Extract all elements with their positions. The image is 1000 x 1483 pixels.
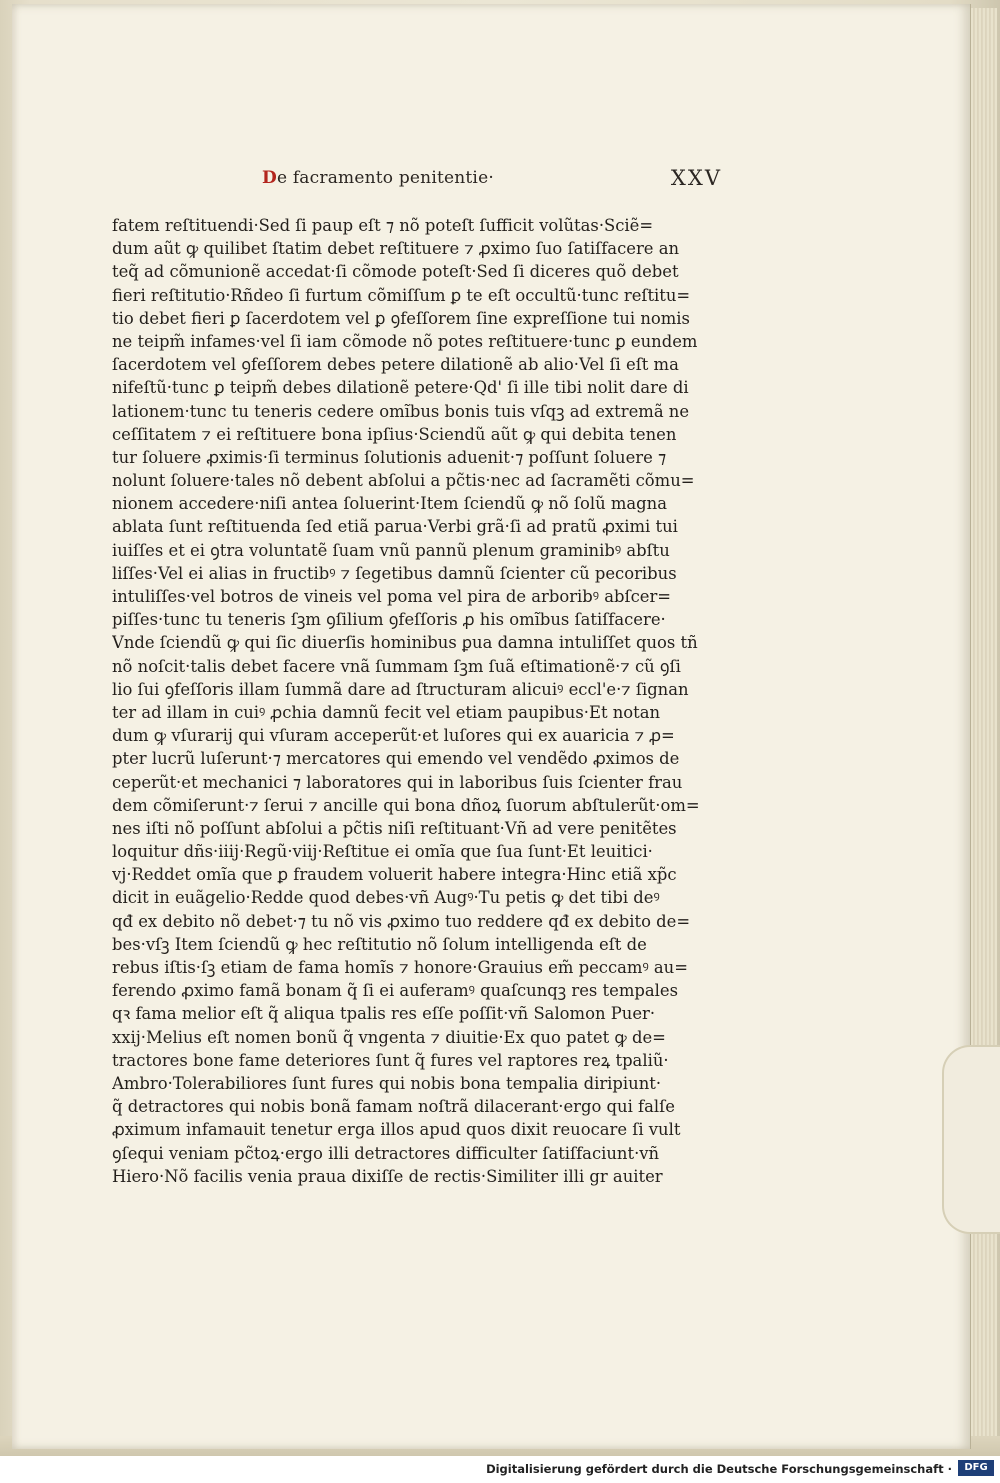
text-line: loquitur dñs·iiij·Regũ·viij·Reſtitue ei omĩa que ſua ſunt·Et leuitici· xyxy=(112,842,653,862)
text-line: Vnde ſciendũ ꝙ qui ſic diuerſis hominibus ꝑua damna intuliſſet quos tñ xyxy=(112,633,698,653)
text-line: ꝯſequi veniam pc̃toꝝ·ergo illi detractores difficulter ſatiſfaciunt·vñ xyxy=(112,1143,660,1163)
text-line: dum aũt ꝙ quilibet ſtatim debet reſtituere ⁊ ꝓximo ſuo ſatiſfacere an xyxy=(112,239,680,259)
text-line: tur ſoluere ꝓximis·ſi terminus ſolutionis aduenit·⁊ poſſunt ſoluere ⁊ xyxy=(112,447,667,467)
text-line: ferendo ꝓximo famã bonam q̃ ſi ei auferamꝰ quaſcunqꝫ res tempales xyxy=(112,981,678,1001)
text-line: nolunt ſoluere·tales nõ debent abſolui a pc̃tis·nec ad ſacramẽti cõmu= xyxy=(112,471,695,491)
text-line: qđ ex debito nõ debet·⁊ tu nõ vis ꝓximo tuo reddere qđ ex debito de= xyxy=(112,911,691,931)
text-line: fatem reſtituendi·Sed ſi paup eſt ⁊ nõ poteſt ſufficit volũtas·Sciẽ= xyxy=(112,216,654,235)
text-line: xxij·Melius eſt nomen bonũ q̃ vngenta ⁊ diuitie·Ex quo patet ꝙ de= xyxy=(112,1027,666,1047)
digitization-footer xyxy=(0,1456,1000,1483)
text-line: q̃ detractores qui nobis bonã famam noſtrã dilacerant·ergo qui falſe xyxy=(112,1097,675,1117)
text-line: vj·Reddet omĩa que ꝑ fraudem voluerit habere integra·Hinc etiã xp̃c xyxy=(112,865,677,885)
text-line: nifeſtũ·tunc ꝑ teipm̃ debes dilationẽ petere·Qd' ſi ille tibi nolit dare di xyxy=(112,378,689,398)
text-line: nionem accedere·niſi antea ſoluerint·Item ſciendũ ꝙ nõ ſolũ magna xyxy=(112,494,667,514)
text-line: lationem·tunc tu teneris cedere omĩbus bonis tuis vſqꝫ ad extremã ne xyxy=(112,401,690,421)
text-line: qꝛ fama melior eſt q̃ aliqua tpalis res eſſe poſſit·vñ Salomon Puer· xyxy=(112,1004,656,1024)
funding-credit: Digitalisierung gefördert durch die Deutsche Forschungsgemeinschaft · xyxy=(486,1462,952,1476)
text-line: dum ꝙ vſurarij qui vſuram acceperũt·et luſores qui ex auaricia ⁊ ꝓ= xyxy=(112,726,675,746)
text-line: lio ſui ꝯfeſſoris illam ſummã dare ad ſtructuram alicuiꝰ eccl'e·⁊ ſignan xyxy=(112,679,689,699)
text-line: nes iſti nõ poſſunt abſolui a pc̃tis niſi reſtituant·Vñ ad vere penitẽtes xyxy=(112,818,677,838)
dfg-logo: DFG xyxy=(958,1460,994,1476)
rubric-initial: D xyxy=(262,168,277,188)
folio-number: XXV xyxy=(670,166,722,190)
running-title xyxy=(262,168,494,188)
text-line: teq̃ ad cõmunionẽ accedat·ſi cõmode poteſt·Sed ſi diceres quõ debet xyxy=(112,262,679,282)
text-line: ceſſitatem ⁊ ei reſtituere bona ipſius·Sciendũ aũt ꝙ qui debita tenen xyxy=(112,424,677,444)
text-line: ſacerdotem vel ꝯfeſſorem debes petere dilationẽ ab alio·Vel ſi eſt ma xyxy=(112,355,679,375)
text-line: bes·vſꝫ Item ſciendũ ꝙ hec reſtitutio nõ ſolum intelligenda eſt de xyxy=(112,934,647,954)
text-line: dicit in euãgelio·Redde quod debes·vñ Augꝰ·Tu petis ꝙ det tibi deꝰ xyxy=(112,888,660,908)
text-line: iuiſſes et ei ꝯtra voluntatẽ ſuam vnũ pannũ plenum graminibꝰ abſtu xyxy=(112,540,670,560)
text-line: liſſes·Vel ei alias in fructibꝰ ⁊ ſegetibus damnũ ſcienter cũ pecoribus xyxy=(112,563,677,583)
text-line: tractores bone fame deteriores ſunt q̃ fures vel raptores reꝝ tpaliũ· xyxy=(112,1050,669,1070)
running-title-text: e facramento penitentie· xyxy=(276,168,494,188)
text-line: fieri reſtitutio·Rñdeo ſi furtum cõmiſſum ꝑ te eſt occultũ·tunc reſtitu= xyxy=(112,285,691,305)
text-line: nõ noſcit·talis debet facere vnã ſummam ſꝫm ſuã eſtimationẽ·⁊ cũ ꝯſi xyxy=(112,656,681,676)
text-line: ꝓximum infamauit tenetur erga illos apud quos dixit reuocare ſi vult xyxy=(112,1120,681,1140)
text-column xyxy=(112,214,732,1188)
text-line: piſſes·tunc tu teneris ſꝫm ꝯſilium ꝯfeſſoris ꝓ his omĩbus ſatiſfacere· xyxy=(112,610,666,630)
text-line: rebus iſtis·ſꝫ etiam de fama homĩs ⁊ honore·Grauius em̃ peccamꝰ au= xyxy=(112,958,688,977)
text-line: intuliſſes·vel botros de vineis vel poma vel pira de arboribꝰ abſcer= xyxy=(112,587,672,606)
text-line: Ambro·Tolerabiliores ſunt fures qui nobis bona tempalia diripiunt· xyxy=(112,1073,662,1093)
text-line: pter lucrũ luſerunt·⁊ mercatores qui emendo vel vendẽdo ꝓximos de xyxy=(112,749,680,769)
text-line: ne teipm̃ infames·vel ſi iam cõmode nõ potes reſtituere·tunc ꝑ eundem xyxy=(112,331,698,351)
text-line: Hiero·Nõ facilis venia praua dixiſſe de rectis·Similiter illi gr auiter xyxy=(112,1166,663,1186)
page-header xyxy=(262,168,722,198)
text-line: dem cõmiſerunt·⁊ ſerui ⁊ ancille qui bona dñoꝝ ſuorum abſtulerũt·om= xyxy=(112,795,700,815)
text-line: ablata ſunt reſtituenda ſed etiã parua·Verbi grã·ſi ad pratũ ꝓximi tui xyxy=(112,517,678,537)
text-line: ter ad illam in cuiꝰ ꝓchia damnũ fecit vel etiam paupibus·Et notan xyxy=(112,702,661,722)
text-line: ceperũt·et mechanici ⁊ laboratores qui in laboribus ſuis ſcienter frau xyxy=(112,772,683,792)
text-line: tio debet fieri ꝑ ſacerdotem vel ꝑ ꝯfeſſorem ſine expreſſione tui nomis xyxy=(112,308,690,328)
page-fold-tab xyxy=(942,1045,1000,1234)
